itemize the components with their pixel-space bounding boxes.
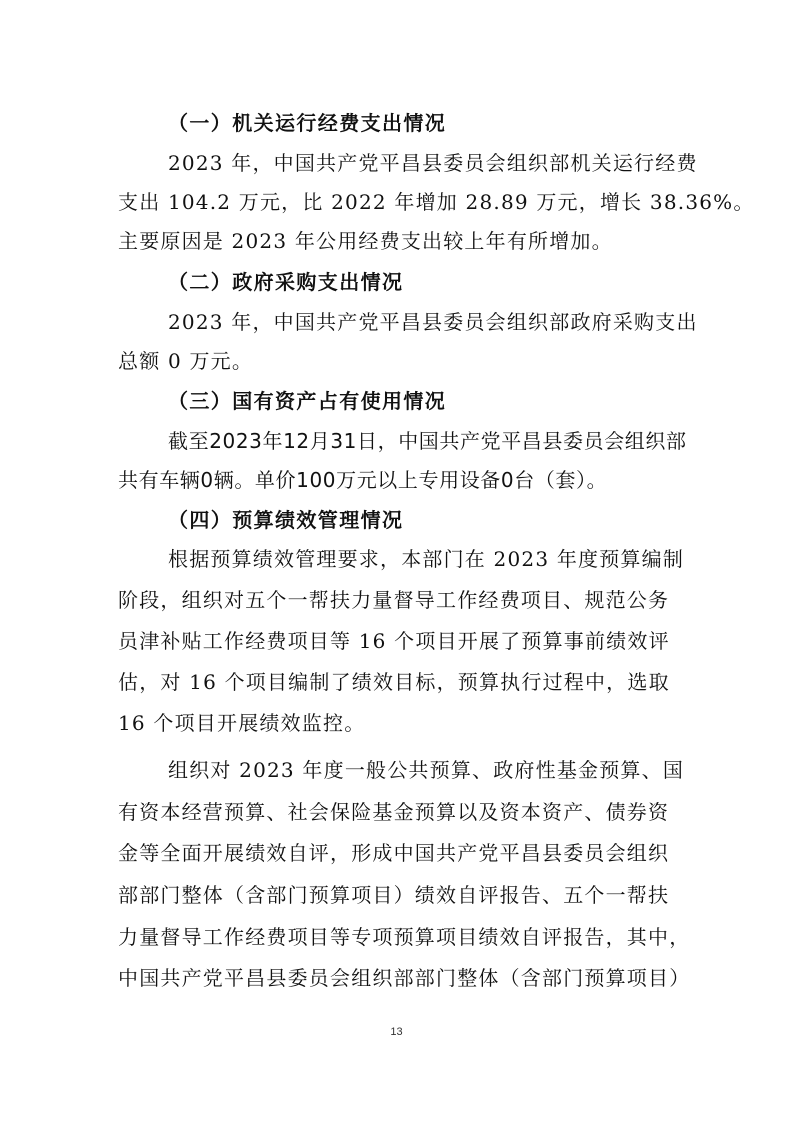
paragraph-line: 根据预算绩效管理要求，本部门在 2023 年度预算编制 xyxy=(168,547,685,571)
paragraph-line: 中国共产党平昌县委员会组织部部门整体（含部门预算项目） xyxy=(118,966,691,990)
paragraph-line: 有资本经营预算、社会保险基金预算以及资本资产、债券资 xyxy=(118,800,670,824)
paragraph-line: 金等全面开展绩效自评，形成中国共产党平昌县委员会组织 xyxy=(118,841,670,865)
section-heading-3: （三）国有资产占有使用情况 xyxy=(168,389,447,413)
section-heading-1: （一）机关运行经费支出情况 xyxy=(168,111,447,135)
paragraph-line: 估，对 16 个项目编制了绩效目标，预算执行过程中，选取 xyxy=(118,670,670,694)
paragraph-line: 截至2023年12月31日，中国共产党平昌县委员会组织部 xyxy=(168,429,687,453)
section-heading-2: （二）政府采购支出情况 xyxy=(168,270,404,294)
paragraph-line: 部部门整体（含部门预算项目）绩效自评报告、五个一帮扶 xyxy=(118,883,670,907)
paragraph-line: 2023 年，中国共产党平昌县委员会组织部政府采购支出 xyxy=(168,310,698,334)
paragraph-line: 组织对 2023 年度一般公共预算、政府性基金预算、国 xyxy=(168,758,685,782)
paragraph-line: 员津补贴工作经费项目等 16 个项目开展了预算事前绩效评 xyxy=(118,629,670,653)
paragraph-line: 共有车辆0辆。单价100万元以上专用设备0台（套）。 xyxy=(118,468,608,492)
paragraph-line: 支出 104.2 万元，比 2022 年增加 28.89 万元，增长 38.36%。 xyxy=(118,190,755,214)
paragraph-line: 力量督导工作经费项目等专项预算项目绩效自评报告，其中， xyxy=(118,925,691,949)
paragraph-line: 主要原因是 2023 年公用经费支出较上年有所增加。 xyxy=(118,229,613,253)
paragraph-line: 2023 年，中国共产党平昌县委员会组织部机关运行经费 xyxy=(168,151,698,175)
paragraph-line: 总额 0 万元。 xyxy=(118,349,254,373)
section-heading-4: （四）预算绩效管理情况 xyxy=(168,508,404,532)
paragraph-line: 阶段，组织对五个一帮扶力量督导工作经费项目、规范公务 xyxy=(118,588,670,612)
page-number: 13 xyxy=(390,1026,403,1038)
paragraph-line: 16 个项目开展绩效监控。 xyxy=(118,711,366,735)
